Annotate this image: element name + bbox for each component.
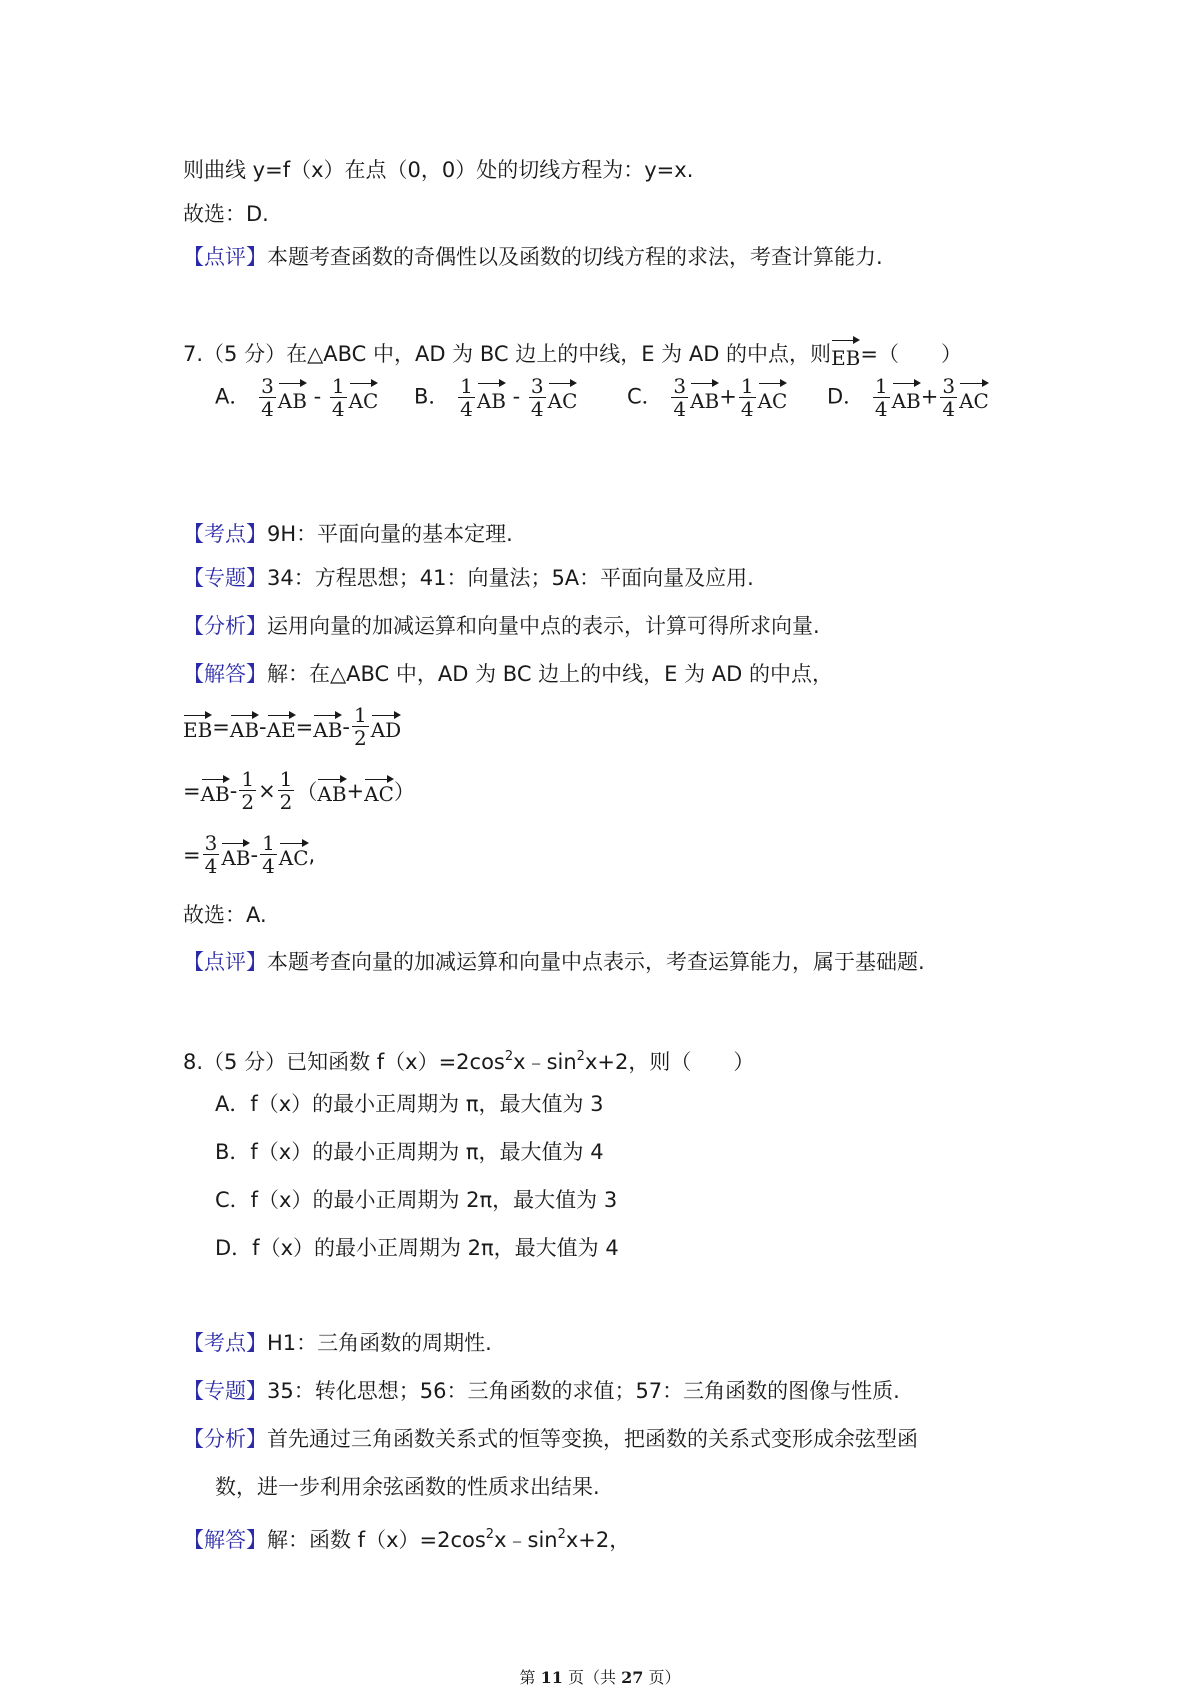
denominator: 4 — [740, 397, 754, 421]
denominator: 4 — [204, 854, 218, 878]
exponent: 2 — [485, 1527, 495, 1542]
operator: - — [342, 714, 350, 739]
q7-jieda — [183, 659, 833, 689]
q8-stem — [183, 1042, 754, 1077]
q8-kaodian — [183, 1328, 492, 1358]
operator: - — [306, 384, 328, 409]
option-label: B． — [414, 384, 450, 409]
q8-fenxi-cont: 数，进一步利用余弦函数的性质求出结果. — [215, 1475, 600, 1499]
jieda-part: 解：函数 f（x）=2cos — [267, 1528, 486, 1552]
q8-option-c: C．f（x）的最小正周期为 2π，最大值为 3 — [215, 1188, 618, 1212]
fenxi-tag: 【分析】 — [183, 1427, 267, 1451]
numerator: 3 — [530, 374, 544, 398]
comma: , — [308, 842, 316, 867]
stem-part: x﹣sin — [513, 1050, 577, 1074]
fenxi-text: 运用向量的加减运算和向量中点的表示，计算可得所求向量. — [267, 614, 820, 638]
fraction — [352, 704, 369, 749]
denominator: 2 — [354, 726, 367, 750]
denominator: 4 — [942, 397, 956, 421]
numerator: 3 — [942, 374, 956, 398]
comment-text: 本题考查函数的奇偶性以及函数的切线方程的求法，考查计算能力. — [267, 245, 883, 269]
q7-option-b — [414, 375, 577, 420]
vector-AC: AC — [364, 776, 394, 806]
numerator: 1 — [460, 374, 473, 398]
kaodian-text: H1：三角函数的周期性. — [267, 1331, 492, 1355]
fraction — [671, 375, 688, 420]
denominator: 2 — [241, 790, 255, 814]
numerator: 1 — [874, 374, 888, 398]
vector-AC: AC — [548, 380, 578, 416]
page-footer — [0, 1665, 1200, 1688]
prev-answer: 故选：D. — [183, 202, 269, 226]
q8-option-a: A．f（x）的最小正周期为 π，最大值为 3 — [215, 1092, 604, 1116]
stem-part: x+2，则（ ） — [584, 1050, 755, 1074]
numerator: 1 — [740, 374, 754, 398]
page-total: 27 — [621, 1668, 644, 1687]
vector-AB: AB — [892, 380, 921, 416]
comment-tag: 【点评】 — [183, 245, 267, 269]
paren-close: ） — [393, 779, 415, 804]
option-label: A． — [215, 384, 251, 409]
q7-option-c — [627, 375, 787, 420]
paren-open: （ — [296, 779, 318, 804]
fraction — [739, 375, 756, 420]
vector-AB: AB — [221, 840, 250, 870]
footer-text: 页） — [643, 1668, 681, 1687]
fraction — [940, 375, 957, 420]
numerator: 1 — [262, 831, 275, 855]
q7-comment — [183, 947, 925, 977]
vector-EB: EB — [183, 712, 212, 742]
vector-AB: AB — [477, 380, 506, 416]
zhuanti-text: 35：转化思想；56：三角函数的求值；57：三角函数的图像与性质. — [267, 1379, 900, 1403]
jieda-part: x﹣sin — [494, 1528, 558, 1552]
q7-option-d — [827, 375, 989, 420]
footer-text: 页（共 — [562, 1668, 622, 1687]
option-label: C． — [627, 384, 663, 409]
q7-option-a — [215, 375, 378, 420]
q8-fenxi — [183, 1424, 918, 1454]
operator: + — [346, 778, 365, 803]
denominator: 2 — [279, 790, 293, 814]
fraction — [873, 375, 890, 420]
q8-jieda — [183, 1520, 630, 1555]
vector-AC: AC — [279, 840, 309, 870]
q7-equation-3 — [183, 832, 315, 877]
q7-equation-2 — [183, 768, 415, 813]
vector-AB: AB — [201, 776, 230, 806]
equals: = — [212, 714, 230, 739]
numerator: 1 — [279, 767, 293, 791]
kaodian-tag: 【考点】 — [183, 1331, 267, 1355]
vector-AD: AD — [371, 712, 401, 742]
vector-AB: AB — [317, 776, 346, 806]
operator: - — [505, 384, 527, 409]
q7-stem-suffix: =（ ） — [860, 342, 962, 366]
vector-AB: AB — [690, 380, 719, 416]
fraction — [529, 375, 546, 420]
zhuanti-text: 34：方程思想；41：向量法；5A：平面向量及应用. — [267, 566, 754, 590]
q7-kaodian — [183, 519, 513, 549]
footer-text: 第 — [519, 1668, 541, 1687]
stem-part: 8.（5 分）已知函数 f（x）=2cos — [183, 1050, 505, 1074]
vector-AB: AB — [313, 712, 342, 742]
numerator: 1 — [331, 374, 345, 398]
denominator: 4 — [673, 397, 687, 421]
option-label: D． — [827, 384, 865, 409]
q7-stem-prefix: 7.（5 分）在△ABC 中，AD 为 BC 边上的中线，E 为 AD 的中点，则 — [183, 342, 832, 366]
fraction — [278, 768, 295, 813]
q8-zhuanti — [183, 1376, 900, 1406]
numerator: 1 — [354, 703, 367, 727]
fraction — [203, 832, 220, 877]
denominator: 4 — [331, 397, 345, 421]
zhuanti-tag: 【专题】 — [183, 566, 267, 590]
equals: = — [183, 842, 201, 867]
fenxi-tag: 【分析】 — [183, 614, 267, 638]
prev-comment — [183, 242, 883, 272]
equals: = — [295, 714, 314, 739]
q7-fenxi — [183, 611, 820, 641]
comment-text: 本题考查向量的加减运算和向量中点表示，考查运算能力，属于基础题. — [267, 950, 925, 974]
numerator: 1 — [241, 767, 255, 791]
vector-AB: AB — [230, 712, 259, 742]
numerator: 3 — [204, 831, 218, 855]
denominator: 4 — [530, 397, 544, 421]
zhuanti-tag: 【专题】 — [183, 1379, 267, 1403]
jieda-tag: 【解答】 — [183, 1528, 267, 1552]
exponent: 2 — [576, 1049, 585, 1064]
kaodian-tag: 【考点】 — [183, 522, 267, 546]
operator: - — [250, 842, 259, 867]
numerator: 3 — [261, 374, 274, 398]
operator: + — [719, 384, 737, 409]
denominator: 4 — [874, 397, 888, 421]
fraction — [260, 832, 277, 877]
fraction — [239, 768, 256, 813]
comment-tag: 【点评】 — [183, 950, 267, 974]
jieda-tag: 【解答】 — [183, 662, 267, 686]
jieda-text: 解：在△ABC 中，AD 为 BC 边上的中线，E 为 AD 的中点， — [267, 662, 833, 686]
q7-equation-1 — [183, 704, 401, 749]
fraction — [259, 375, 276, 420]
denominator: 4 — [261, 397, 274, 421]
denominator: 4 — [262, 854, 275, 878]
vector-AE: AE — [267, 712, 296, 742]
fenxi-text: 首先通过三角函数关系式的恒等变换，把函数的关系式变形成余弦型函 — [267, 1427, 918, 1451]
vector-AC: AC — [959, 380, 989, 416]
vector-AC: AC — [758, 380, 788, 416]
q8-option-d: D．f（x）的最小正周期为 2π，最大值为 4 — [215, 1236, 619, 1260]
equals: = — [183, 778, 201, 803]
q8-option-b: B．f（x）的最小正周期为 π，最大值为 4 — [215, 1140, 604, 1164]
prev-line-1: 则曲线 y=f（x）在点（0，0）处的切线方程为：y=x. — [183, 158, 694, 182]
exponent: 2 — [504, 1049, 514, 1064]
exponent: 2 — [557, 1527, 566, 1542]
q7-stem — [183, 337, 962, 373]
denominator: 4 — [460, 397, 473, 421]
operator: - — [229, 778, 238, 803]
numerator: 3 — [673, 374, 687, 398]
q7-zhuanti — [183, 563, 754, 593]
vector-EB: EB — [831, 337, 860, 373]
vector-AB: AB — [278, 380, 307, 416]
operator: - — [259, 714, 267, 739]
operator: + — [920, 384, 939, 409]
fraction — [330, 375, 347, 420]
q7-answer: 故选：A. — [183, 903, 267, 927]
page-number: 11 — [540, 1668, 563, 1687]
jieda-part: x+2， — [565, 1528, 631, 1552]
vector-AC: AC — [349, 380, 379, 416]
kaodian-text: 9H：平面向量的基本定理. — [267, 522, 513, 546]
fraction — [458, 375, 475, 420]
times-sign: × — [258, 778, 276, 803]
